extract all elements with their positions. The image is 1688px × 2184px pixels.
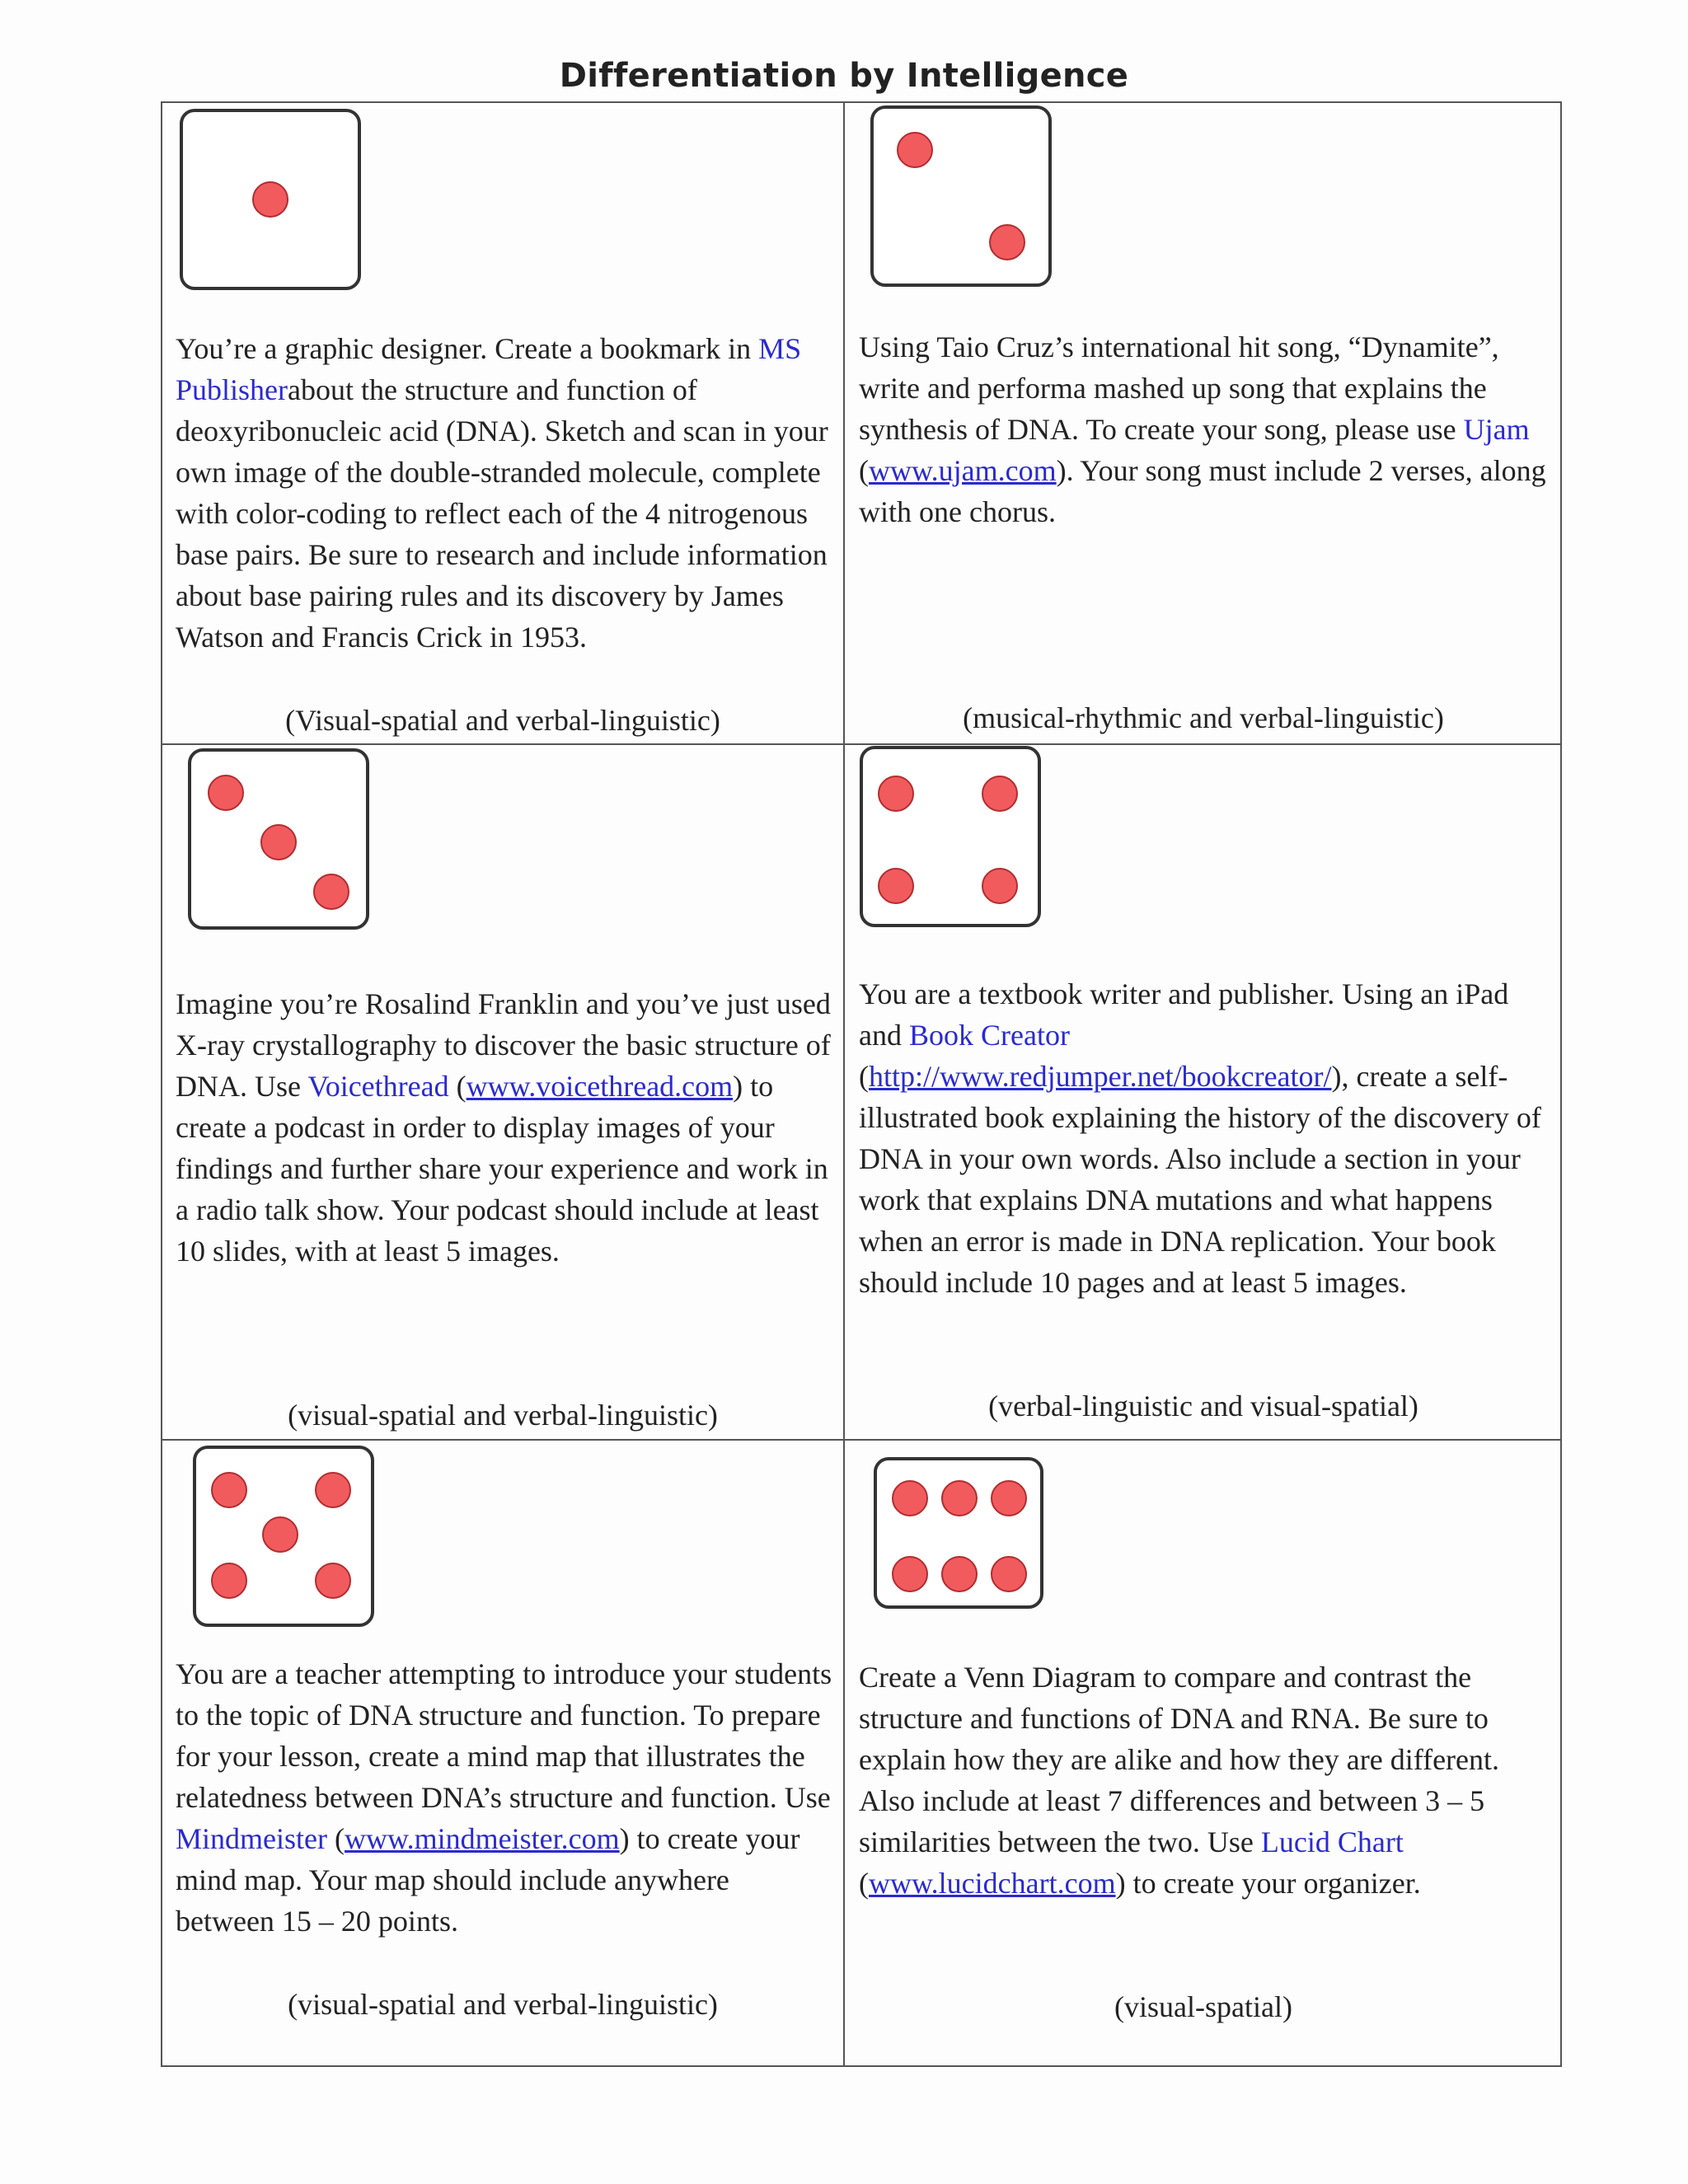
die-pip xyxy=(991,1556,1027,1592)
die-one-icon xyxy=(180,109,361,290)
activity-text-6: Create a Venn Diagram to compare and contrast the structure and functions of DNA and RNA. Be sure to explain how they are alike and how they are different. Also include at least 7 differences and between 3 – 5 similarities between the two. Use Lucid Chart (www.lucidchart.com) to create your organizer. xyxy=(859,1661,1500,1900)
die-pip xyxy=(892,1480,928,1516)
die-pip xyxy=(878,776,914,812)
die-pip xyxy=(262,1516,298,1553)
ms-publisher-link[interactable]: MS Publisher xyxy=(176,332,802,406)
activity-text-3: Imagine you’re Rosalind Franklin and you’ve just used X-ray crystallography to discover the basic structure of DNA. Use Voicethread (www.voicethread.com) to create a podcast in order to display images of your findings and further share your experience and work in a radio talk show. Your podcast should include at least 10 slides, with at least 5 images. xyxy=(176,987,831,1268)
mindmeister-link[interactable]: Mindmeister xyxy=(176,1822,327,1855)
die-pip xyxy=(260,824,297,860)
die-two-icon xyxy=(870,105,1052,287)
die-pip xyxy=(982,776,1018,812)
lucid-chart-link[interactable]: Lucid Chart xyxy=(1260,1825,1404,1858)
die-pip xyxy=(941,1556,978,1592)
die-three-icon xyxy=(188,748,369,930)
die-pip xyxy=(211,1472,247,1508)
mindmeister-url-link[interactable]: www.mindmeister.com xyxy=(344,1822,620,1855)
activity-text-4: You are a textbook writer and publisher. Using an iPad and Book Creator (http://www.redjumper.net/bookcreator/), create a self-illustrated book explaining the history of the discovery of DNA in your own words. Also include a section in your work that explains DNA mutations and what happens when an error is made in DNA replication. Your book should include 10 pages and at least 5 images. xyxy=(859,977,1541,1299)
die-pip xyxy=(982,868,1018,904)
die-pip xyxy=(211,1563,247,1599)
die-pip xyxy=(252,181,288,218)
die-pip xyxy=(892,1556,928,1592)
page-title: Differentiation by Intelligence xyxy=(559,57,1129,95)
intelligence-caption-4: (verbal-linguistic and visual-spatial) xyxy=(988,1390,1418,1422)
book-creator-link[interactable]: Book Creator xyxy=(908,1019,1070,1052)
grid-divider-row-2 xyxy=(161,1439,1562,1441)
die-pip xyxy=(313,874,349,910)
die-five-icon xyxy=(193,1446,374,1627)
ujam-link[interactable]: Ujam xyxy=(1463,413,1530,446)
die-pip xyxy=(208,775,244,811)
die-four-icon xyxy=(860,746,1041,927)
intelligence-caption-5: (visual-spatial and verbal-linguistic) xyxy=(288,1988,718,2021)
activity-text-5: You are a teacher attempting to introduce your students to the topic of DNA structure and function. To prepare for your lesson, create a mind map that illustrates the relatedness between DNA’s structure and function. Use Mindmeister (www.mindmeister.com) to create your mind map. Your map should include anywhere between 15 – 20 points. xyxy=(176,1657,832,1938)
intelligence-caption-2: (musical-rhythmic and verbal-linguistic) xyxy=(963,701,1444,734)
die-pip xyxy=(991,1480,1027,1516)
activity-text-2: Using Taio Cruz’s international hit song, “Dynamite”, write and performa mashed up song that explains the synthesis of DNA. To create your song, please use Ujam (www.ujam.com). Your song must include 2 verses, along with one chorus. xyxy=(859,330,1546,528)
die-pip xyxy=(941,1480,978,1516)
lucidchart-url-link[interactable]: www.lucidchart.com xyxy=(869,1867,1116,1900)
die-pip xyxy=(315,1472,351,1508)
die-pip xyxy=(315,1563,351,1599)
intelligence-caption-6: (visual-spatial) xyxy=(1114,1990,1292,2023)
grid-divider-vertical xyxy=(843,101,845,2067)
intelligence-caption-1: (Visual-spatial and verbal-linguistic) xyxy=(285,704,720,737)
intelligence-caption-3: (visual-spatial and verbal-linguistic) xyxy=(288,1399,718,1432)
book-creator-url-link[interactable]: http://www.redjumper.net/bookcreator/ xyxy=(869,1060,1332,1093)
ujam-url-link[interactable]: www.ujam.com xyxy=(869,454,1057,487)
die-pip xyxy=(878,868,914,904)
activity-text-1: You’re a graphic designer. Create a bookmark in MS Publisherabout the structure and function of deoxyribonucleic acid (DNA). Sketch and scan in your own image of the double-stranded molecule, complete with color-coding to reflect each of the 4 nitrogenous base pairs. Be sure to research and include information about base pairing rules and its discovery by James Watson and Francis Crick in 1953. xyxy=(176,332,828,654)
voicethread-link[interactable]: Voicethread xyxy=(307,1070,449,1103)
die-pip xyxy=(897,132,933,168)
voicethread-url-link[interactable]: www.voicethread.com xyxy=(466,1070,734,1103)
grid-divider-row-1 xyxy=(161,743,1562,745)
die-six-icon xyxy=(874,1457,1043,1609)
die-pip xyxy=(989,224,1025,260)
